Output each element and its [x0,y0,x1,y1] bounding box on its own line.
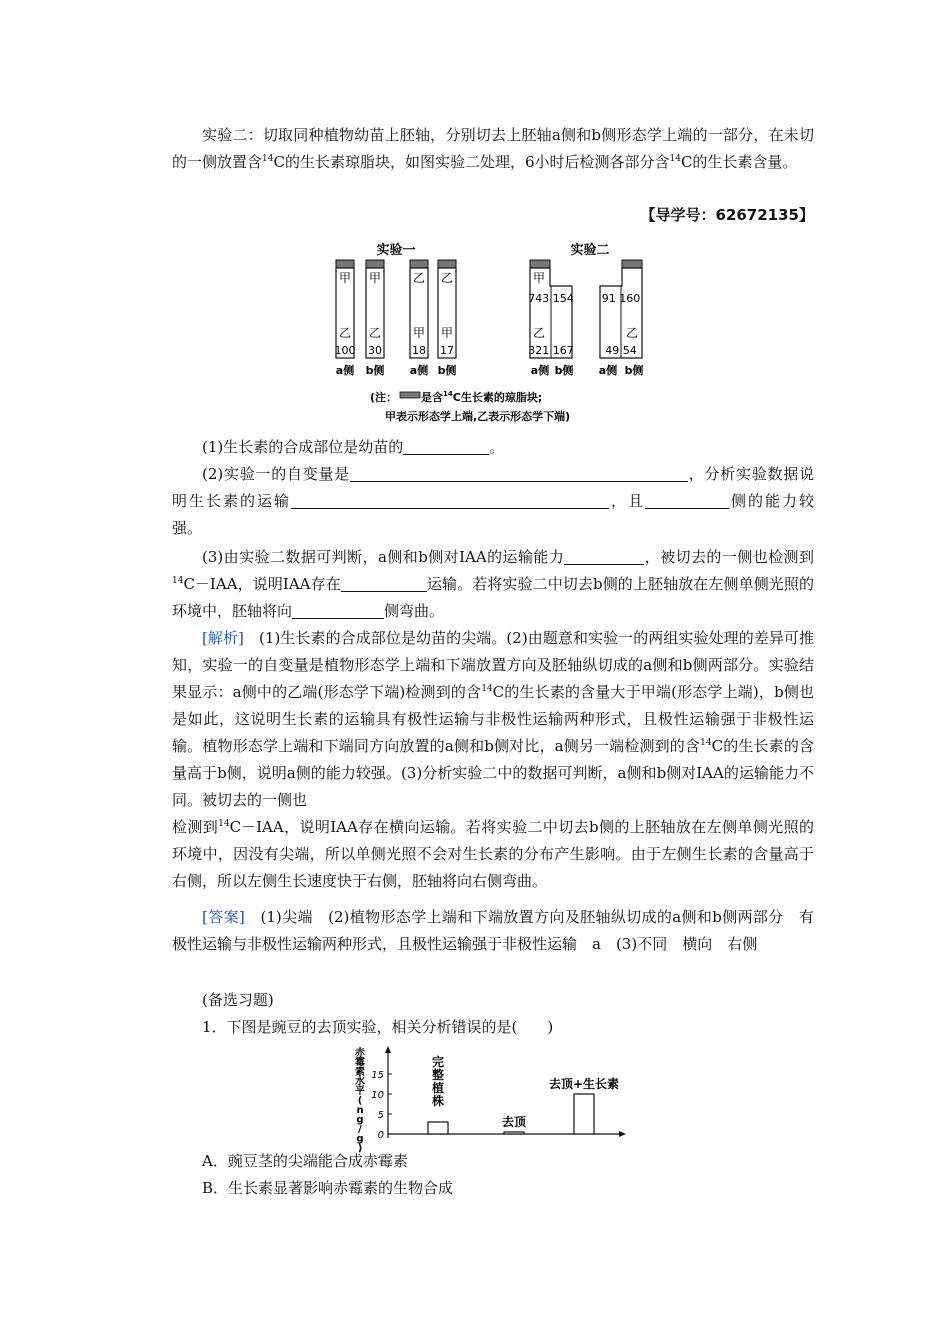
svg-text:a侧: a侧 [335,364,355,377]
y-label-char: 平 [355,1086,365,1097]
y-tick-label: 5 [377,1110,384,1121]
svg-text:乙: 乙 [338,326,352,340]
y-label-char: ( [357,1095,363,1107]
y-label-char: 霉 [355,1057,365,1069]
svg-text:甲: 甲 [338,271,352,285]
figure-note-line1: (注： 是含$^{14}$C生长素的琼脂块; [370,390,543,404]
svg-text:乙: 乙 [440,271,454,285]
analysis-tag: [解析] [202,629,244,647]
title-exp2: 实验二 [570,243,610,258]
svg-text:甲: 甲 [532,271,546,285]
bar-label-char: 株 [431,1094,445,1108]
svg-text:甲: 甲 [368,271,382,285]
bar [504,1132,524,1134]
y-label-char: g [356,1133,364,1145]
svg-text:a侧: a侧 [530,364,550,377]
analysis-continued: 检测到$^{14}$C－IAA，说明IAA存在横向运输。若将实验二中切去b侧的上胚轴放在左侧单侧光照的环境中，因没有尖端，所以单侧光照不会对生长素的分布产生影响。由于左侧生长素的含量高于右侧，所以左侧生长速度快于右侧，胚轴将向右侧弯曲。 [172,818,814,890]
svg-text:49 54: 49 54 [605,344,637,357]
y-label-char: / [358,1124,362,1135]
svg-text:b侧: b侧 [437,364,457,377]
svg-text:乙: 乙 [412,271,426,285]
y-tick-label: 10 [371,1090,384,1101]
figure-note-line2: 甲表示形态学上端,乙表示形态学下端) [385,410,571,423]
svg-text:743 154: 743 154 [528,292,574,305]
blank-3b[interactable] [341,573,427,592]
bar [428,1122,448,1134]
y-label-char: g [356,1114,364,1126]
svg-text:30: 30 [368,344,382,357]
y-label-char: n [356,1105,364,1116]
guide-number: 【导学号：62672135】 [640,206,814,224]
y-label-char: 赤 [355,1048,365,1059]
gibberellin-bar-chart [350,1044,640,1154]
blank-1[interactable] [403,436,489,455]
y-label-char: ) [357,1143,363,1154]
svg-text:321 167: 321 167 [528,344,574,357]
svg-text:18: 18 [412,344,426,357]
backup-title: (备选习题) [202,991,274,1009]
svg-text:b侧: b侧 [365,364,385,377]
y-axis-label [355,1046,366,1154]
title-exp1: 实验一 [376,243,416,258]
agar-block-icon [400,392,420,398]
y-ticks [371,1070,392,1141]
question-1: (1)生长素的合成部位是幼苗的 。 [202,438,505,456]
blank-3a[interactable] [564,546,644,565]
y-axis-arrow [385,1046,391,1053]
y-label-char: 素 [355,1067,365,1078]
question-2: (2)实验一的自变量是 ，分析实验数据说明生长素的运输 ，且 侧的能力较强。 [172,465,814,537]
y-tick-label: 0 [377,1130,384,1141]
paragraph-experiment-two: 实验二：切取同种植物幼苗上胚轴，分别切去上胚轴a侧和b侧形态学上端的一部分，在未切的一侧放置含$^{14}$C的生长素琼脂块，如图实验二处理，6小时后检测各部分含$^{14}$C的生长素含量。 [172,126,814,171]
bar-label-char: 完 [431,1055,445,1069]
exp2-left-shape [528,260,574,358]
svg-text:乙: 乙 [532,326,546,340]
blank-2a[interactable] [350,463,688,482]
svg-text:乙: 乙 [625,326,639,340]
y-tick-label: 15 [371,1070,384,1081]
exp1-strip-2 [366,260,384,358]
svg-text:a侧: a侧 [409,364,429,377]
svg-text:91 160: 91 160 [601,292,641,305]
blank-3c[interactable] [292,600,384,619]
bar [574,1094,594,1134]
svg-text:乙: 乙 [368,326,382,340]
experiment-diagram [320,234,660,434]
svg-text:甲: 甲 [440,326,454,340]
exp2-right-shape [600,260,642,358]
next-question: 1．下图是豌豆的去顶实验，相关分析错误的是( ) [202,1018,554,1036]
svg-text:17: 17 [440,344,454,357]
blank-2b[interactable] [291,490,609,509]
y-label-char: 水 [355,1076,365,1088]
bar-label: 去顶+生长素 [548,1077,620,1091]
svg-text:100: 100 [334,344,356,357]
svg-text:a侧: a侧 [598,364,618,377]
exp1-strip-4 [438,260,456,358]
question-3: (3)由实验二数据可判断，a侧和b侧对IAA的运输能力 ，被切去的一侧也检测到$^{14}$C－IAA，说明IAA存在 运输。若将实验二中切去b侧的上胚轴放在左侧单侧光照的环境中，胚轴将向 侧弯曲。 [172,548,814,620]
analysis-paragraph: [解析] (1)生长素的合成部位是幼苗的尖端。(2)由题意和实验一的两组实验处理的差异可推知，实验一的自变量是植物形态学上端和下端放置方向及胚轴纵切成的a侧和b侧两部分。实验结果显示：a侧中的乙端(形态学下端)检测到的含$^{14}$C的生长素的含量大于甲端(形态学上端)，b侧也是如此，这说明生长素的运输具有极性运输与非极性运输两种形式，且极性运输强于非极性运输。植物形态学上端和下端同方向放置的a侧和b侧对比，a侧另一端检测到的含$^{14}$C的生长素的含量高于b侧，说明a侧的能力较强。(3)分析实验二中的数据可判断，a侧和b侧对IAA的运输能力不同。被切去的一侧也 [172,629,814,809]
svg-text:b侧: b侧 [624,364,644,377]
bar-label: 去顶 [501,1115,527,1129]
svg-text:甲: 甲 [412,326,426,340]
answer-tag: [答案] [202,908,245,926]
exp1-strip-1 [335,260,356,358]
bar-label-char: 植 [431,1081,445,1095]
x-axis-arrow [619,1131,626,1137]
option-a[interactable]: A．豌豆茎的尖端能合成赤霉素 [202,1152,408,1170]
exp1-strip-3 [410,260,428,358]
svg-text:b侧: b侧 [554,364,574,377]
blank-2c[interactable] [645,490,729,509]
answer-paragraph: [答案] (1)尖端 (2)植物形态学上端和下端放置方向及胚轴纵切成的a侧和b侧两部分 有极性运输与非极性运输两种形式，且极性运输强于非极性运输 a (3)不同 横向 右侧 [172,908,814,953]
option-b[interactable]: B．生长素显著影响赤霉素的生物合成 [202,1179,454,1197]
bar-label-char: 整 [431,1068,445,1082]
